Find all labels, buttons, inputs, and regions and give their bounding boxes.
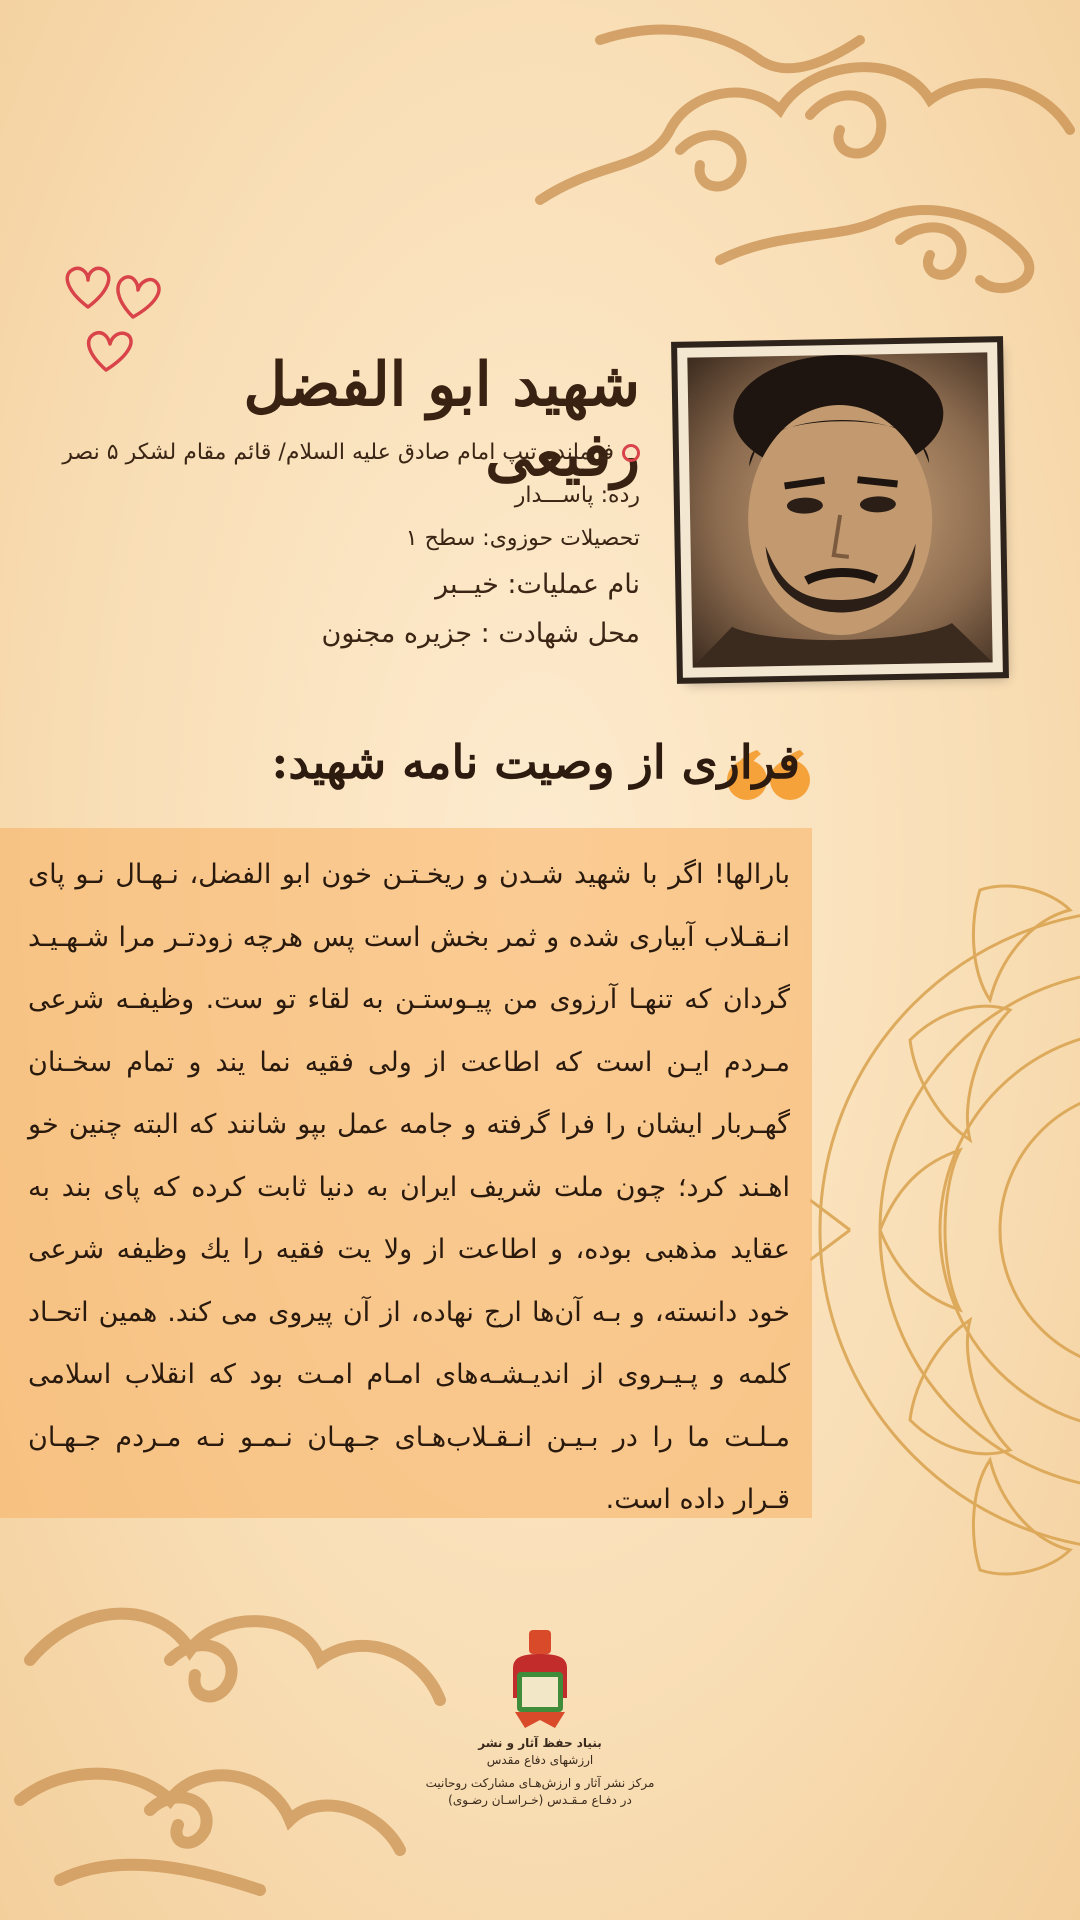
testament-text: بارالها! اگر با شهید شـدن و ریخـتـن خون ابو الفضل، نـهـال نـو پای انـقـلاب آبیاری شده و ثمر بخش است پس هرچه زودتـر مرا شـهـیـد گردان که تنهـا آرزوی من پیـوستـن به لقاء تو ست. وظیفـه شرعی مـردم ایـن است که اطاعت از ولی فقیه نما یند و تمام سخـنان گهـربار ایشان را فرا گرفته و جامه عمل بپو شانند که البته چنین خو اهـند کرد؛ چون ملت شریف ایران به دنیا ثابت کرده که پای بند به عقاید مذهبی بوده، و اطاعت از ولا یت فقیه را یك وظیفه شرعی خود دانسته، و بـه آن‌ها ارج نهاده، از آن پیروی می کند. همین اتحـاد کلمه و پـیـروی از اندیـشـه‌های امـام امـت بود که انقلاب اسلامی مـلـت ما را در بـیـن انـقـلاب‌هـای جـهـان نـمـو نـه مـردم جـهـان قـرار داده است.: [28, 859, 790, 1515]
info-rank: رده: پاســـدار: [514, 483, 640, 508]
info-operation: نام عملیات: خیــبر: [435, 569, 640, 600]
info-position: [62, 440, 640, 465]
martyr-portrait: [687, 352, 992, 667]
foundation-logo-icon: [505, 1628, 575, 1733]
org-line-1: بنیاد حفظ آثار و نشر: [478, 1736, 602, 1750]
info-martyrdom-place: محل شهادت : جزیره مجنون: [321, 618, 640, 649]
quote-heading: فرازی از وصیت نامه شهید:: [271, 735, 800, 789]
info-education: تحصیلات حوزوی: سطح ۱: [405, 526, 640, 551]
cloud-ornament-top-right: [480, 0, 1080, 320]
martyr-portrait-frame: [677, 342, 1003, 678]
mandala-ornament: [810, 780, 1080, 1680]
info-position-text: فرمانده تیپ امام صادق علیه السلام/ قائم مقام لشکر ۵ نصر: [62, 440, 614, 465]
martyr-name-title: شهید ابو الفضل رفیعی: [243, 350, 640, 490]
portrait-icon: [687, 352, 992, 667]
center-line-1: مرکز نشر آثار و ارزش‌هـای مشارکت روحانیت: [425, 1776, 655, 1790]
cloud-ornament-bottom-left: [0, 1540, 480, 1920]
bullet-circle-icon: [622, 444, 640, 462]
testament-box: [0, 828, 812, 1518]
org-line-2: ارزشهای دفاع مقدس: [486, 1753, 594, 1767]
martyr-info: [62, 440, 640, 667]
footer-organization: [420, 1735, 660, 1809]
center-line-2: در دفـاع مـقـدس (خـراسـان رضـوی): [448, 1793, 632, 1807]
